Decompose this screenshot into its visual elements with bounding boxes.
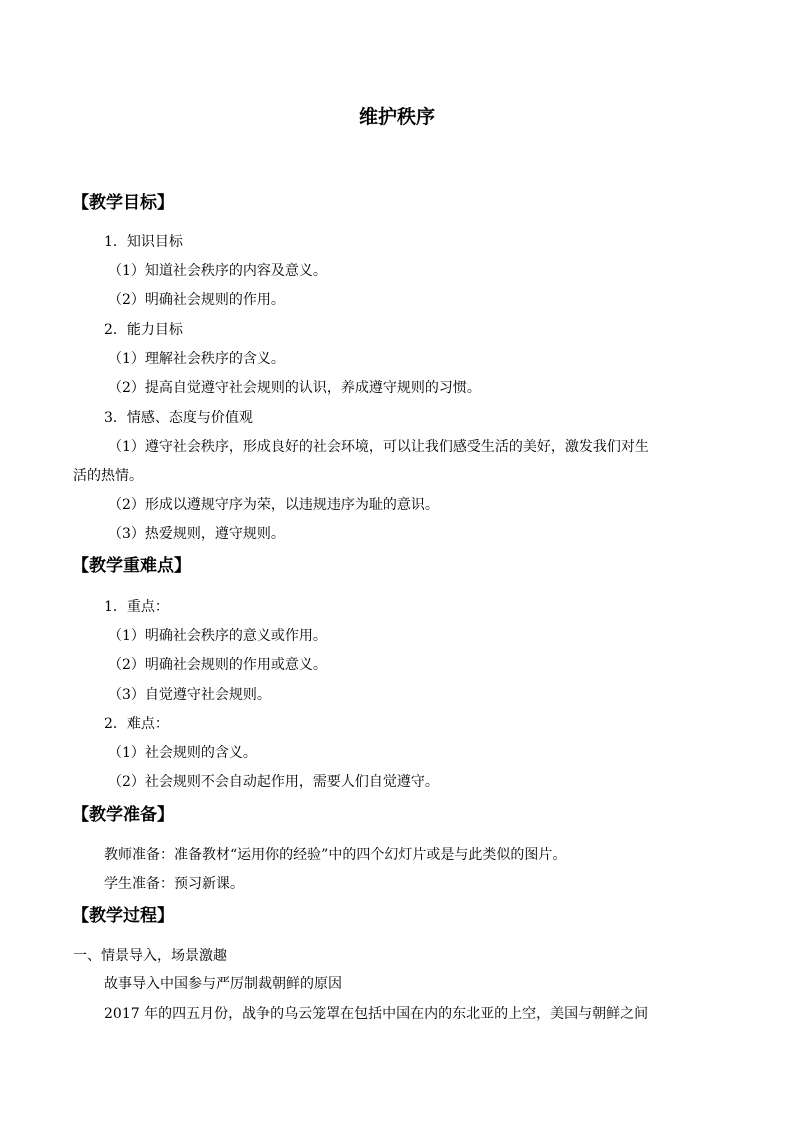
goal-knowledge-item-1: （1）知道社会秩序的内容及意义。 bbox=[108, 263, 327, 279]
goal-ability: 2．能力目标 bbox=[104, 322, 183, 338]
preparation-teacher: 教师准备：准备教材“运用你的经验”中的四个幻灯片或是与此类似的图片。 bbox=[104, 847, 567, 863]
preparation-student: 学生准备：预习新课。 bbox=[104, 876, 244, 892]
section-heading-goals: 【教学目标】 bbox=[72, 193, 174, 213]
goal-emotion-item-1-line-2: 活的热情。 bbox=[73, 468, 143, 484]
keypoint-focus-item-2: （2）明确社会规则的作用或意义。 bbox=[108, 657, 327, 673]
process-paragraph-1: 2017 年的四五月份，战争的乌云笼罩在包括中国在内的东北亚的上空，美国与朝鲜之间 bbox=[104, 1006, 649, 1022]
keypoint-focus-item-3: （3）自觉遵守社会规则。 bbox=[108, 687, 271, 703]
keypoint-focus: 1．重点： bbox=[104, 599, 169, 615]
keypoint-difficulty: 2．难点： bbox=[104, 716, 169, 732]
section-heading-preparation: 【教学准备】 bbox=[72, 805, 174, 825]
goal-knowledge-item-2: （2）明确社会规则的作用。 bbox=[108, 292, 285, 308]
section-heading-process: 【教学过程】 bbox=[72, 906, 174, 926]
process-story-title: 故事导入中国参与严厉制裁朝鲜的原因 bbox=[104, 976, 342, 992]
keypoint-difficulty-item-1: （1）社会规则的含义。 bbox=[108, 745, 257, 761]
goal-ability-item-1: （1）理解社会秩序的含义。 bbox=[108, 351, 285, 367]
process-part-1-title: 一、情景导入，场景激趣 bbox=[73, 948, 227, 964]
goal-knowledge: 1．知识目标 bbox=[104, 234, 183, 250]
goal-emotion-item-3: （3）热爱规则，遵守规则。 bbox=[108, 526, 285, 542]
section-heading-keypoints: 【教学重难点】 bbox=[72, 556, 191, 576]
goal-ability-item-2: （2）提高自觉遵守社会规则的认识，养成遵守规则的习惯。 bbox=[108, 380, 481, 396]
keypoint-focus-item-1: （1）明确社会秩序的意义或作用。 bbox=[108, 628, 327, 644]
keypoint-difficulty-item-2: （2）社会规则不会自动起作用，需要人们自觉遵守。 bbox=[108, 774, 439, 790]
goal-emotion: 3．情感、态度与价值观 bbox=[104, 410, 253, 426]
goal-emotion-item-1-line-1: （1）遵守社会秩序，形成良好的社会环境，可以让我们感受生活的美好，激发我们对生 bbox=[108, 439, 649, 455]
goal-emotion-item-2: （2）形成以遵规守序为荣，以违规违序为耻的意识。 bbox=[108, 497, 439, 513]
document-title: 维护秩序 bbox=[358, 106, 435, 128]
